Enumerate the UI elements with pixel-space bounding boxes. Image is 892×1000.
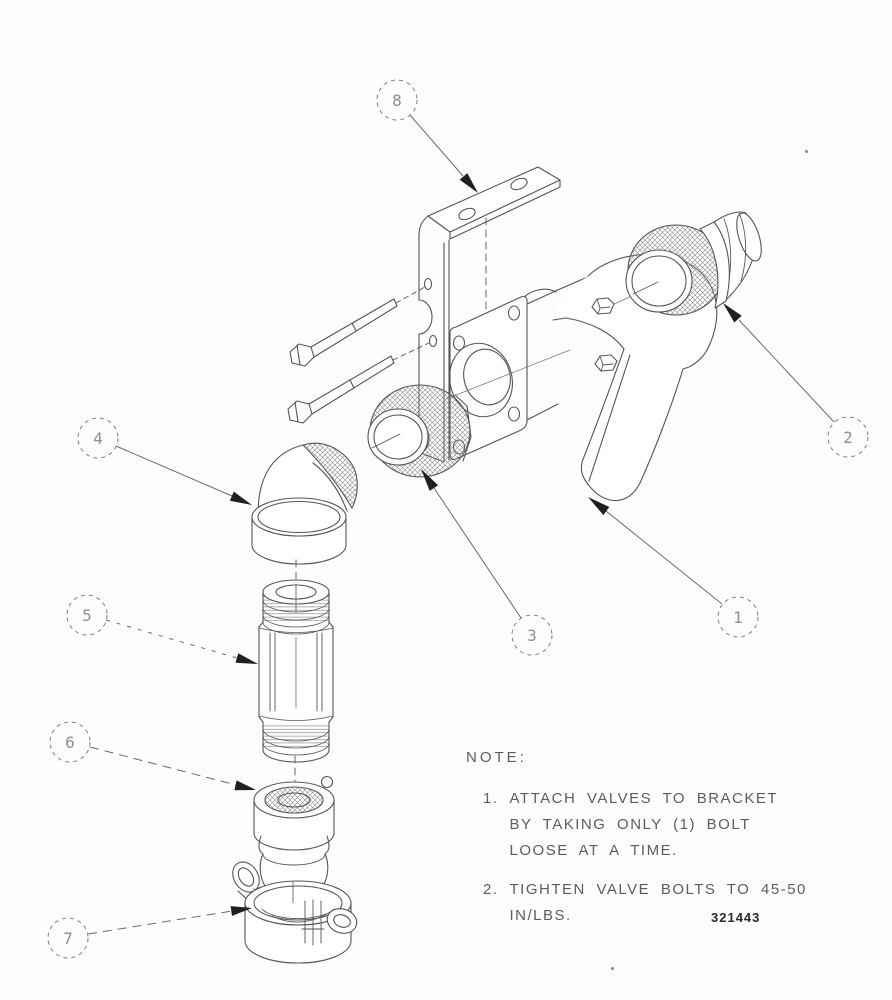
camlock-adapter [254, 777, 334, 897]
callout-number-5: 5 [82, 606, 92, 625]
part-number: 321443 [711, 910, 761, 925]
note-item-text [510, 877, 866, 929]
leader-line-3 [434, 488, 521, 618]
note-item-1 [483, 786, 866, 864]
scan-speck [611, 967, 614, 970]
callout-balloon-6 [50, 722, 90, 762]
callout-balloon-7 [48, 918, 88, 958]
arrowhead-5 [236, 653, 259, 664]
note-line: ATTACH VALVES TO BRACKET [509, 790, 779, 807]
note-item-text [510, 786, 779, 864]
note-item-2 [483, 877, 866, 929]
scan-speck [805, 150, 808, 153]
pipe-nipple [259, 580, 333, 762]
callout-number-4: 4 [93, 429, 103, 448]
hose-barb-fitting [626, 210, 766, 315]
leader-line-2 [739, 320, 834, 422]
callout-number-3: 3 [527, 626, 537, 645]
note-line: BY TAKING ONLY (1) BOLT [509, 816, 751, 833]
callout-balloon-2 [828, 417, 868, 457]
callout-balloon-3 [512, 615, 552, 655]
note-heading: NOTE: [466, 749, 527, 766]
callout-number-1: 1 [733, 608, 743, 627]
note-line: TIGHTEN VALVE BOLTS TO 45-50 IN/LBS. [509, 881, 807, 924]
callout-number-2: 2 [843, 428, 853, 447]
callout-balloon-1 [718, 597, 758, 637]
note-line: LOOSE AT A TIME. [509, 842, 678, 859]
note-block [466, 745, 866, 942]
callout-balloon-5 [67, 595, 107, 635]
leader-line-4 [116, 446, 232, 496]
leader-line-1 [606, 511, 722, 604]
note-item-number: 1. [483, 790, 499, 807]
leader-line-5 [106, 620, 237, 658]
callout-balloon-4 [78, 418, 118, 458]
leader-line-6 [90, 747, 236, 785]
leader-line-8 [410, 115, 463, 176]
threaded-bushing [368, 385, 471, 477]
arrowhead-4 [230, 492, 252, 505]
leader-line-7 [88, 911, 232, 934]
callout-number-7: 7 [63, 929, 73, 948]
elbow-fitting [252, 443, 358, 564]
arrowhead-1 [588, 497, 609, 515]
callout-number-8: 8 [392, 91, 402, 110]
arrowhead-6 [234, 780, 256, 790]
note-item-number: 2. [483, 881, 499, 898]
callout-balloon-8 [377, 80, 417, 120]
callout-number-6: 6 [65, 733, 75, 752]
arrowhead-2 [723, 303, 742, 323]
